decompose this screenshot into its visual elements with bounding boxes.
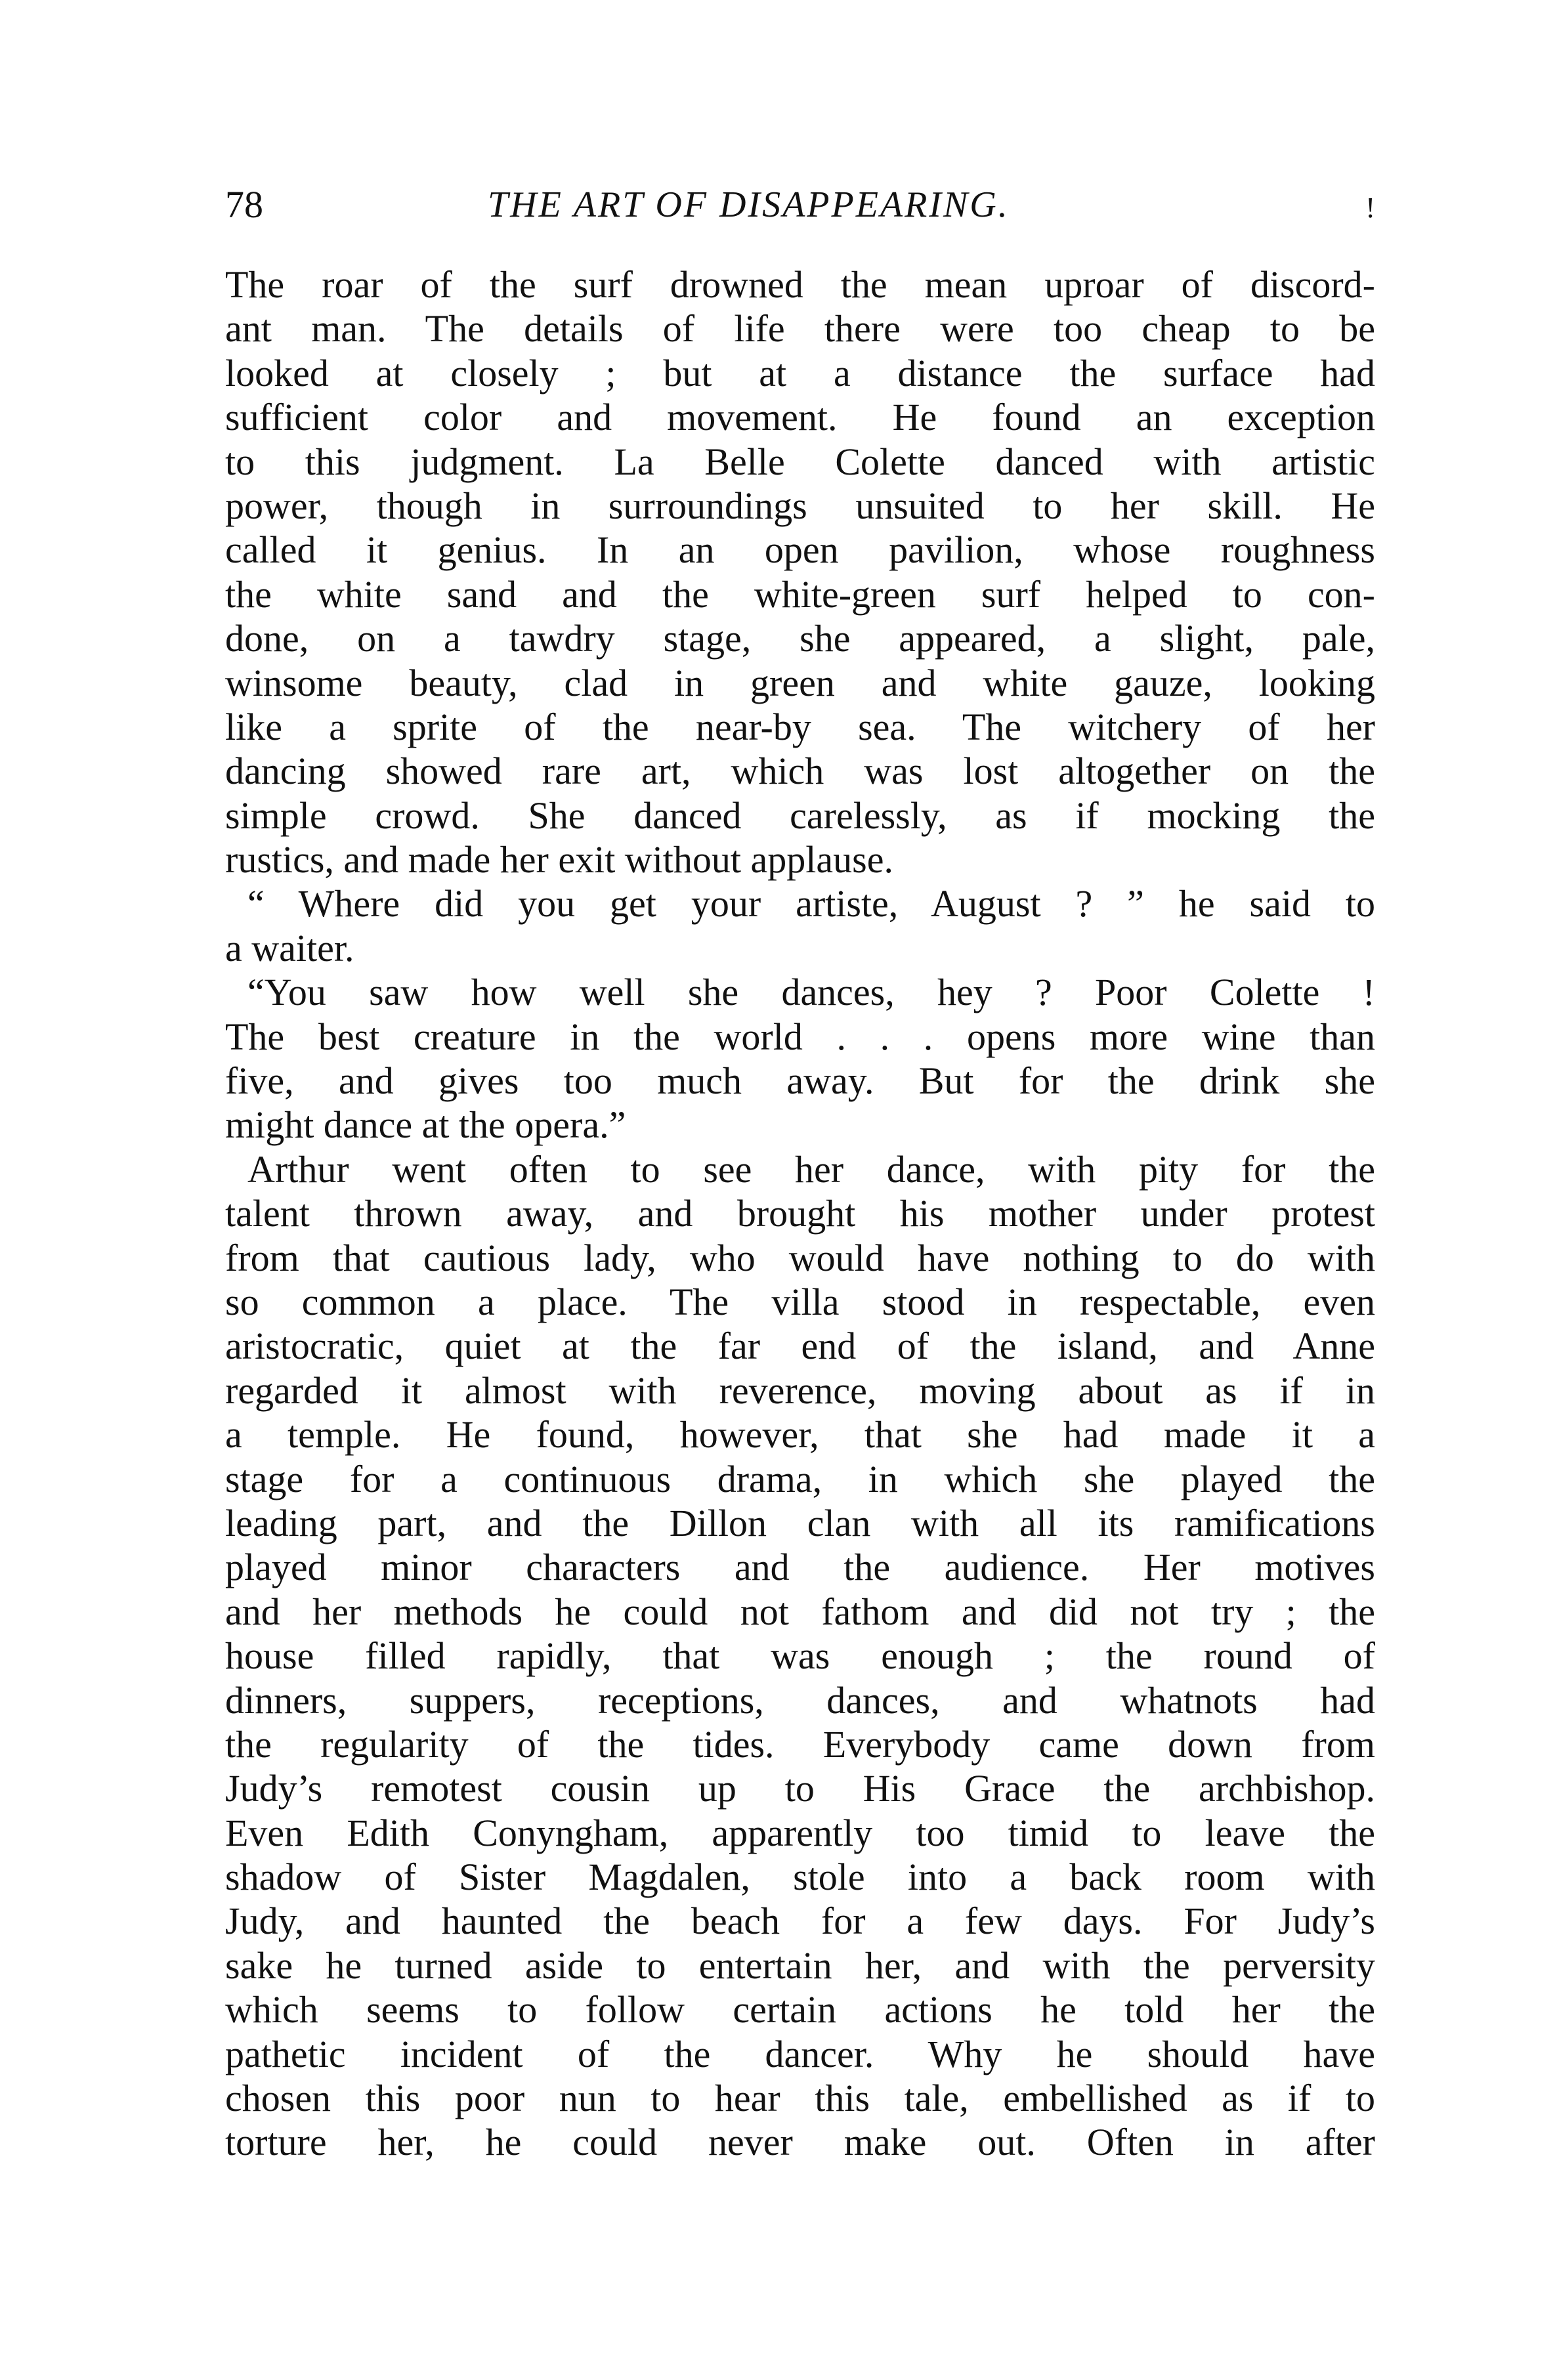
- text-line: pathetic incident of the dancer. Why he should have: [225, 2032, 1375, 2075]
- text-line: shadow of Sister Magdalen, stole into a back room with: [225, 1856, 1375, 1899]
- text-line: the white sand and the white-green surf helped to con-: [225, 572, 1375, 616]
- text-line: talent thrown away, and brought his mother under protest: [225, 1192, 1375, 1235]
- running-head: [225, 179, 1375, 231]
- text-line: to this judgment. La Belle Colette danced with artistic: [225, 440, 1375, 483]
- running-head-mark: !: [1365, 192, 1375, 224]
- text-line: stage for a continuous drama, in which she played the: [225, 1457, 1375, 1500]
- text-line: Arthur went often to see her dance, with pity for the: [247, 1147, 1375, 1191]
- text-line: like a sprite of the near-by sea. The witchery of her: [225, 705, 1375, 748]
- text-line: sufficient color and movement. He found an exception: [225, 396, 1375, 439]
- text-line: chosen this poor nun to hear this tale, embellished as if to: [225, 2077, 1375, 2120]
- text-line: torture her, he could never make out. Often in after: [225, 2121, 1375, 2164]
- text-line: and her methods he could not fathom and did not try ; the: [225, 1590, 1375, 1633]
- text-line: winsome beauty, clad in green and white gauze, looking: [225, 661, 1375, 704]
- text-line: regarded it almost with reverence, moving about as if in: [225, 1369, 1375, 1412]
- body-text: [225, 263, 1375, 2165]
- text-line: a temple. He found, however, that she had made it a: [225, 1413, 1375, 1456]
- text-line: The roar of the surf drowned the mean uproar of discord-: [225, 263, 1375, 306]
- text-line: ant man. The details of life there were too cheap to be: [225, 307, 1375, 351]
- text-line: sake he turned aside to entertain her, and with the perversity: [225, 1944, 1375, 1987]
- text-line: leading part, and the Dillon clan with all its ramifications: [225, 1501, 1375, 1544]
- text-line: “ Where did you get your artiste, August ? ” he said to: [247, 882, 1375, 925]
- text-line: power, though in surroundings unsuited to her skill. He: [225, 484, 1375, 527]
- text-line: the regularity of the tides. Everybody came down from: [225, 1722, 1375, 1766]
- page-number: 78: [225, 183, 263, 226]
- text-line: which seems to follow certain actions he told her the: [225, 1988, 1375, 2031]
- text-line: a waiter.: [225, 926, 354, 969]
- text-line: The best creature in the world . . . opens more wine than: [225, 1015, 1375, 1058]
- text-line: Judy’s remotest cousin up to His Grace the archbishop.: [225, 1767, 1375, 1810]
- text-line: house filled rapidly, that was enough ; the round of: [225, 1634, 1375, 1678]
- text-line: dancing showed rare art, which was lost altogether on the: [225, 750, 1375, 793]
- text-line: called it genius. In an open pavilion, whose roughness: [225, 528, 1375, 572]
- text-line: aristocratic, quiet at the far end of the island, and Anne: [225, 1325, 1375, 1368]
- text-line: Even Edith Conyngham, apparently too timid to leave the: [225, 1811, 1375, 1854]
- running-title: THE ART OF DISAPPEARING.: [488, 184, 1010, 225]
- text-line: simple crowd. She danced carelessly, as if mocking the: [225, 794, 1375, 837]
- text-line: so common a place. The villa stood in respectable, even: [225, 1280, 1375, 1323]
- text-line: looked at closely ; but at a distance the surface had: [225, 351, 1375, 394]
- text-line: dinners, suppers, receptions, dances, and whatnots had: [225, 1678, 1375, 1722]
- text-line: five, and gives too much away. But for the drink she: [225, 1059, 1375, 1103]
- text-line: “You saw how well she dances, hey ? Poor Colette !: [247, 971, 1375, 1014]
- text-line: Judy, and haunted the beach for a few days. For Judy’s: [225, 1900, 1375, 1943]
- text-line: rustics, and made her exit without applause.: [225, 838, 893, 882]
- text-line: played minor characters and the audience. Her motives: [225, 1546, 1375, 1589]
- text-line: might dance at the opera.”: [225, 1103, 626, 1147]
- text-line: done, on a tawdry stage, she appeared, a slight, pale,: [225, 617, 1375, 660]
- text-line: from that cautious lady, who would have nothing to do with: [225, 1236, 1375, 1279]
